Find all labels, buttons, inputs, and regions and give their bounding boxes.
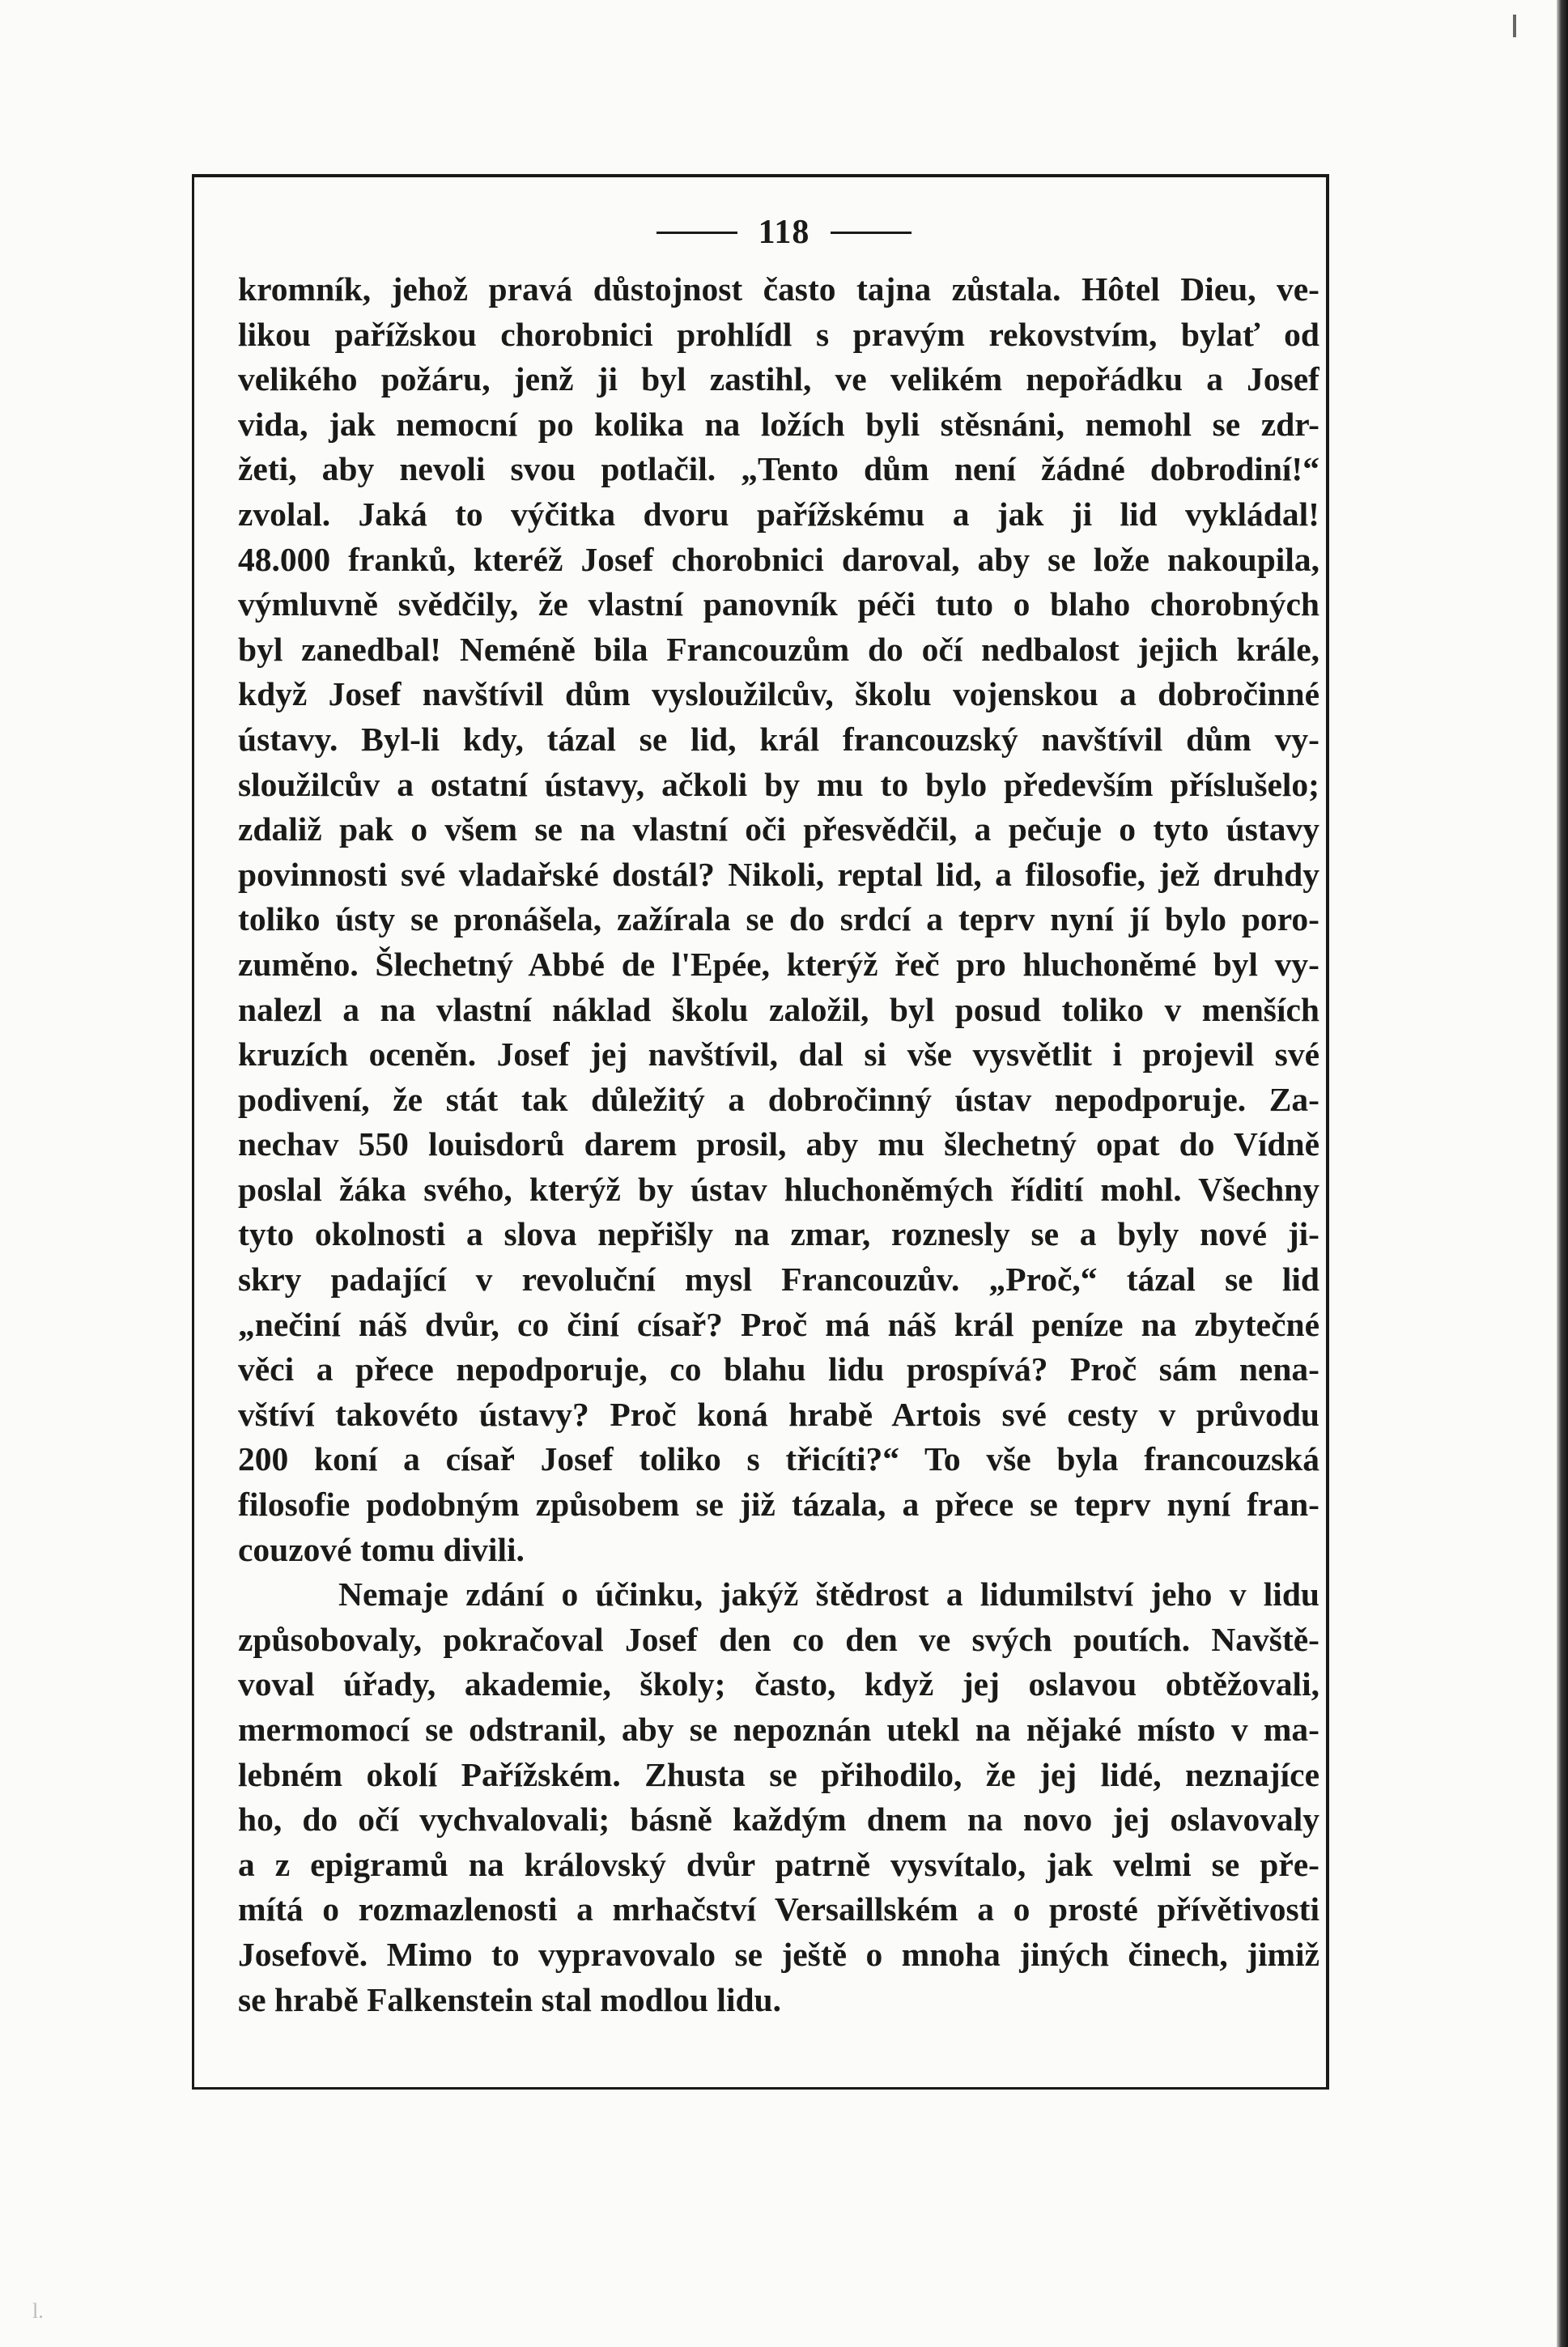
paragraph-end-line: se hrabě Falkenstein stal modlou lidu.: [238, 1980, 782, 2018]
text-line: nalezl a na vlastní náklad školu založil, byl posud toliko v menších: [238, 990, 1319, 1028]
text-line: tyto okolnosti a slova nepřišly na zmar, roznesly se a byly nové ji-: [238, 1215, 1319, 1253]
page-number: 118: [758, 214, 810, 251]
paragraph-end-line: couzové tomu divili.: [238, 1530, 525, 1568]
text-line: voval úřady, akademie, školy; často, když jej oslavou obtěžovali,: [238, 1665, 1319, 1703]
text-line: podivení, že stát tak důležitý a dobročinný ústav nepodporuje. Za-: [238, 1080, 1319, 1118]
text-line: výmluvně svědčily, že vlastní panovník péči tuto o blaho chorobných: [238, 585, 1319, 623]
text-line: kromník, jehož pravá důstojnost často tajna zůstala. Hôtel Dieu, ve-: [238, 270, 1319, 308]
text-line: poslal žáka svého, kterýž by ústav hluchoněmých řídití mohl. Všechny: [238, 1170, 1319, 1208]
header-rule-right: [831, 232, 911, 234]
text-line: lebném okolí Pařížském. Zhusta se přihodilo, že jej lidé, neznajíce: [238, 1755, 1319, 1793]
body-text: [238, 267, 1319, 2022]
text-line: když Josef navštívil dům vysloužilcův, školu vojenskou a dobročinné: [238, 675, 1319, 713]
text-line: vštíví takovéto ústavy? Proč koná hrabě Artois své cesty v průvodu: [238, 1395, 1319, 1433]
text-line: ústavy. Byl-li kdy, tázal se lid, král francouzský navštívil dům vy-: [238, 720, 1319, 758]
page-edge-shadow: [1557, 0, 1568, 2347]
scan-speck: [1513, 15, 1516, 37]
text-line: žeti, aby nevoli svou potlačil. „Tento dům není žádné dobrodiní!“: [238, 450, 1319, 488]
text-line: toliko ústy se pronášela, zažírala se do srdcí a teprv nyní jí bylo poro-: [238, 900, 1319, 938]
paragraph-start-line: Nemaje zdání o účinku, jakýž štědrost a lidumilství jeho v lidu: [338, 1575, 1319, 1614]
text-line: „nečiní náš dvůr, co činí císař? Proč má náš král peníze na zbytečné: [238, 1305, 1319, 1343]
text-line: skry padající v revoluční mysl Francouzův. „Proč,“ tázal se lid: [238, 1261, 1319, 1299]
text-line: vida, jak nemocní po kolika na ložích byli stěsnáni, nemohl se zdr-: [238, 405, 1319, 443]
text-line: velikého požáru, jenž ji byl zastihl, ve velikém nepořádku a Josef: [238, 360, 1319, 398]
text-line: 48.000 franků, kteréž Josef chorobnici daroval, aby se lože nakoupila,: [238, 540, 1319, 578]
text-line: zuměno. Šlechetný Abbé de l'Epée, kterýž řeč pro hluchoněmé byl vy-: [238, 945, 1319, 983]
text-line: sloužilcův a ostatní ústavy, ačkoli by mu to bylo především příslušelo;: [238, 765, 1319, 803]
text-line: ho, do očí vychvalovali; básně každým dnem na novo jej oslavovaly: [238, 1801, 1319, 1839]
text-line: 200 koní a císař Josef toliko s třicíti?“ To vše byla francouzská: [238, 1440, 1319, 1478]
text-line: věci a přece nepodporuje, co blahu lidu prospívá? Proč sám nena-: [238, 1350, 1319, 1388]
text-line: mermomocí se odstranil, aby se nepoznán utekl na nějaké místo v ma-: [238, 1711, 1319, 1748]
text-line: nechav 550 louisdorů darem prosil, aby mu šlechetný opat do Vídně: [238, 1125, 1319, 1163]
text-line: filosofie podobným způsobem se již tázala, a přece se teprv nyní fran-: [238, 1486, 1319, 1524]
text-line: a z epigramů na královský dvůr patrně vysvítalo, jak velmi se pře-: [238, 1845, 1319, 1883]
margin-mark: l.: [32, 2299, 44, 2323]
text-line: likou pařížskou chorobnici prohlídl s pravým rekovstvím, bylať od: [238, 315, 1319, 353]
header-rule-left: [657, 232, 737, 234]
page-header: [0, 212, 1568, 253]
text-line: povinnosti své vladařské dostál? Nikoli, reptal lid, a filosofie, jež druhdy: [238, 855, 1319, 893]
text-line: byl zanedbal! Neméně bila Francouzům do očí nedbalost jejich krále,: [238, 630, 1319, 668]
text-line: Josefově. Mimo to vypravovalo se ještě o mnoha jiných činech, jimiž: [238, 1935, 1319, 1973]
text-line: kruzích oceněn. Josef jej navštívil, dal si vše vysvětlit i projevil své: [238, 1035, 1319, 1074]
text-line: způsobovaly, pokračoval Josef den co den ve svých poutích. Navště-: [238, 1620, 1319, 1658]
text-line: zvolal. Jaká to výčitka dvoru pařížskému a jak ji lid vykládal!: [238, 495, 1319, 533]
text-line: mítá o rozmazlenosti a mrhačství Versaillském a o prosté přívětivosti: [238, 1890, 1319, 1928]
text-line: zdaliž pak o všem se na vlastní oči přesvědčil, a pečuje o tyto ústavy: [238, 810, 1319, 848]
